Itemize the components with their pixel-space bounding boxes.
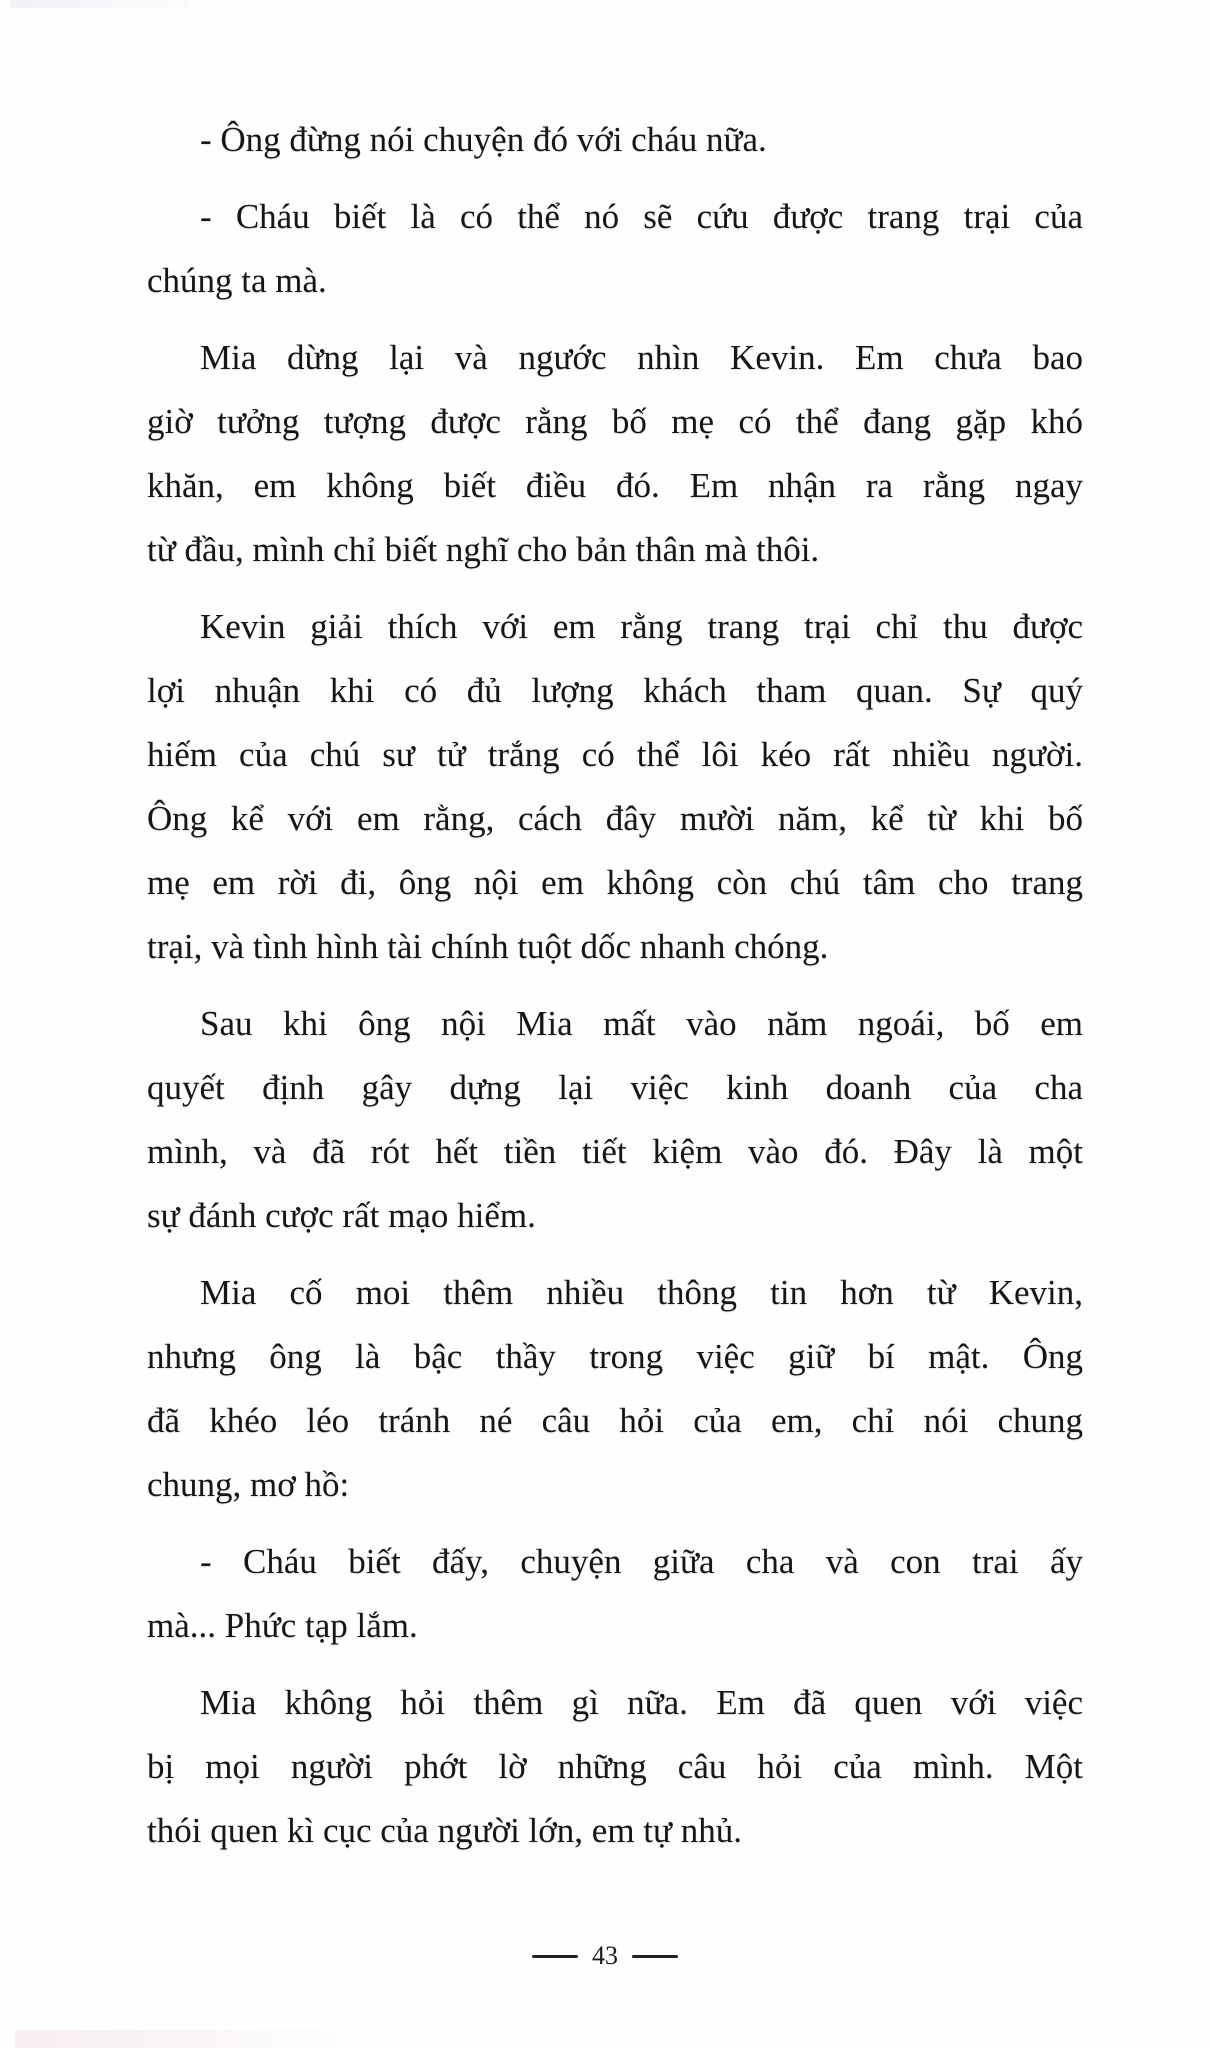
text-line: giờ tưởng tượng được rằng bố mẹ có thể đang gặp khó — [147, 402, 1083, 441]
paragraph — [147, 108, 1083, 172]
page-number-footer — [0, 1936, 1210, 1976]
paragraph — [147, 185, 1083, 313]
text-line: Mia dừng lại và ngước nhìn Kevin. Em chưa bao — [200, 338, 1083, 377]
text-line: đã khéo léo tránh né câu hỏi của em, chỉ nói chung — [147, 1401, 1083, 1440]
text-line: - Cháu biết là có thể nó sẽ cứu được trang trại của — [200, 197, 1083, 236]
text-line: Mia không hỏi thêm gì nữa. Em đã quen với việc — [200, 1683, 1083, 1722]
text-line: quyết định gây dựng lại việc kinh doanh của cha — [147, 1068, 1083, 1107]
print-bleed-through — [10, 0, 190, 8]
text-line: hiếm của chú sư tử trắng có thể lôi kéo rất nhiều người. — [147, 735, 1083, 774]
text-line: lợi nhuận khi có đủ lượng khách tham quan. Sự quý — [147, 671, 1083, 710]
text-line: mẹ em rời đi, ông nội em không còn chú tâm cho trang — [147, 863, 1083, 902]
text-line: Sau khi ông nội Mia mất vào năm ngoái, bố em — [200, 1004, 1083, 1043]
text-line: mà... Phức tạp lắm. — [147, 1606, 418, 1645]
print-bleed-through — [15, 2030, 335, 2048]
text-line: chúng ta mà. — [147, 261, 327, 300]
paragraph — [147, 1530, 1083, 1658]
text-line: từ đầu, mình chỉ biết nghĩ cho bản thân mà thôi. — [147, 530, 820, 569]
text-line: - Cháu biết đấy, chuyện giữa cha và con trai ấy — [200, 1542, 1083, 1581]
text-line: Kevin giải thích với em rằng trang trại chỉ thu được — [200, 607, 1083, 646]
text-line: trại, và tình hình tài chính tuột dốc nhanh chóng. — [147, 927, 829, 966]
paragraph — [147, 595, 1083, 979]
paragraph — [147, 326, 1083, 582]
text-line: Ông kể với em rằng, cách đây mười năm, kể từ khi bố — [147, 799, 1083, 838]
body-text — [147, 108, 1083, 1876]
left-dash-ornament — [532, 1955, 578, 1958]
text-line: sự đánh cược rất mạo hiểm. — [147, 1196, 536, 1235]
text-line: thói quen kì cục của người lớn, em tự nhủ. — [147, 1811, 742, 1850]
text-line: bị mọi người phớt lờ những câu hỏi của mình. Một — [147, 1747, 1083, 1786]
text-line: khăn, em không biết điều đó. Em nhận ra rằng ngay — [147, 466, 1083, 505]
text-line: Mia cố moi thêm nhiều thông tin hơn từ Kevin, — [200, 1273, 1083, 1312]
text-line: chung, mơ hồ: — [147, 1465, 350, 1504]
text-line: nhưng ông là bậc thầy trong việc giữ bí mật. Ông — [147, 1337, 1083, 1376]
right-dash-ornament — [632, 1955, 678, 1958]
paragraph — [147, 992, 1083, 1248]
paragraph — [147, 1671, 1083, 1863]
text-line: - Ông đừng nói chuyện đó với cháu nữa. — [200, 120, 767, 159]
page-number: 43 — [592, 1941, 618, 1970]
paragraph — [147, 1261, 1083, 1517]
text-line: mình, và đã rót hết tiền tiết kiệm vào đó. Đây là một — [147, 1132, 1083, 1171]
